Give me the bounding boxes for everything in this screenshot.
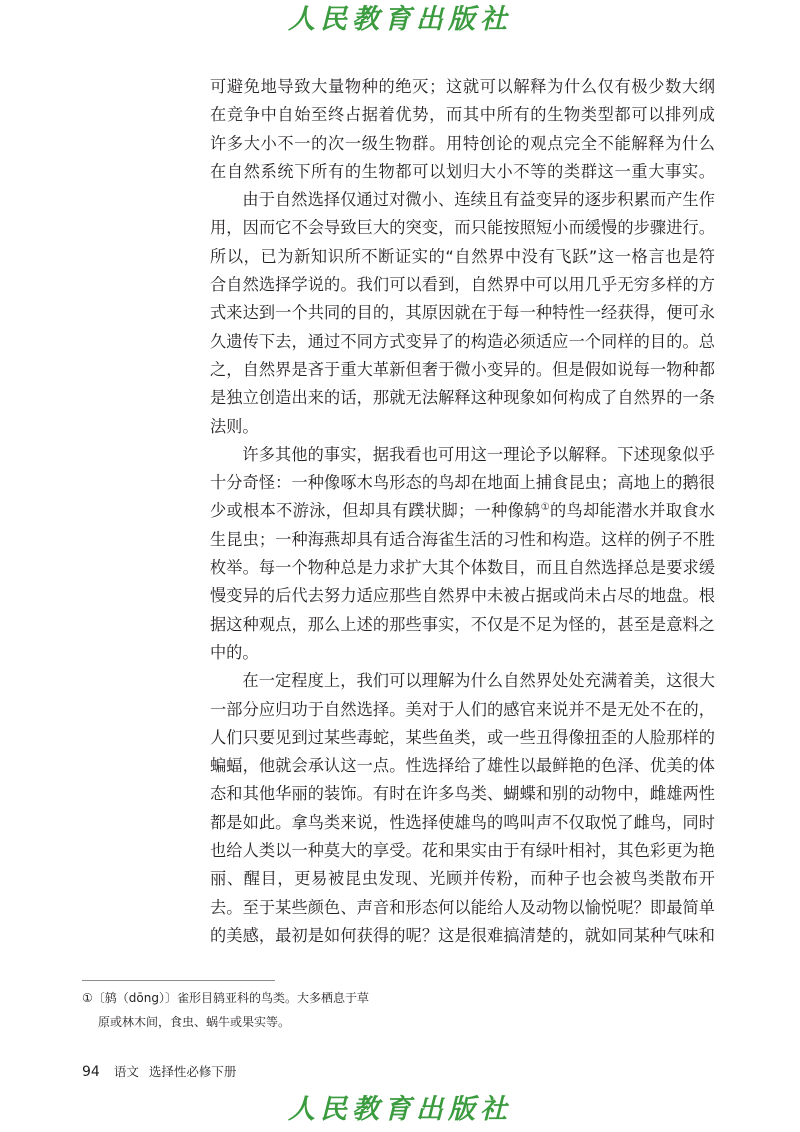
body-text	[210, 73, 715, 950]
body-line: 用，因而它不会导致巨大的突变，而只能按照短小而缓慢的步骤进行。	[210, 218, 715, 238]
body-line: 态和其他华丽的装饰。有时在许多鸟类、蝴蝶和别的动物中，雌雄两性	[210, 784, 715, 804]
page-footer	[82, 1063, 236, 1081]
body-line: 在竞争中自始至终占据着优势，而其中所有的生物类型都可以排列成	[210, 105, 715, 125]
header-publisher-logo: 人民教育出版社	[288, 4, 512, 35]
body-line: 可避免地导致大量物种的绝灭；这就可以解释为什么仅有极少数大纲	[210, 77, 715, 96]
body-line: 是独立创造出来的话，那就无法解释这种现象如何构成了自然界的一条	[210, 388, 715, 408]
paragraph	[210, 667, 715, 950]
body-line: 的美感，最初是如何获得的呢？这是很难搞清楚的，就如同某种气味和	[210, 925, 715, 945]
footnote-line: 原或林木间，食虫、蜗牛或果实等。	[98, 1015, 291, 1029]
body-line: 都是如此。拿鸟类来说，性选择使雄鸟的鸣叫声不仅取悦了雌鸟，同时	[210, 812, 715, 832]
body-line: 生昆虫；一种海燕却具有适合海雀生活的习性和构造。这样的例子不胜	[210, 529, 715, 549]
body-line: 中的。	[210, 642, 259, 662]
book-volume: 选择性必修下册	[148, 1064, 237, 1079]
body-line: 十分奇怪：一种像啄木鸟形态的鸟却在地面上捕食昆虫；高地上的鹅很	[210, 473, 715, 493]
body-line: 法则。	[210, 416, 259, 436]
body-line: 许多其他的事实，据我看也可用这一理论予以解释。下述现象似乎	[242, 444, 715, 464]
footnote-marker: ①	[540, 502, 550, 514]
page-number: 94	[82, 1064, 100, 1080]
footnote-divider	[82, 980, 275, 981]
body-line: 由于自然选择仅通过对微小、连续且有益变异的逐步积累而产生作	[242, 190, 715, 210]
paragraph	[210, 441, 715, 667]
body-line: 久遗传下去，通过不同方式变异了的构造必须适应一个同样的目的。总	[210, 331, 715, 351]
book-subject: 语文	[113, 1064, 139, 1079]
body-line	[210, 497, 715, 525]
body-line: 据这种观点，那么上述的那些事实，不仅是不足为怪的，甚至是意料之	[210, 614, 715, 634]
body-line: 许多大小不一的次一级生物群。用特创论的观点完全不能解释为什么	[210, 133, 715, 153]
body-line: 蝙蝠，他就会承认这一点。性选择给了雄性以最鲜艳的色泽、优美的体	[210, 756, 715, 776]
footnote-line: ①〔鸫（dōng）〕雀形目鸫亚科的鸟类。大多栖息于草	[82, 991, 369, 1005]
body-line: 丽、醒目，更易被昆虫发现、光顾并传粉，而种子也会被鸟类散布开	[210, 869, 715, 889]
body-line: 一部分应归功于自然选择。美对于人们的感官来说并不是无处不在的，	[210, 699, 715, 719]
footer-publisher-logo: 人民教育出版社	[288, 1094, 512, 1125]
body-line: 枚举。每一个物种总是力求扩大其个体数目，而且自然选择总是要求缓	[210, 558, 715, 578]
body-line: 式来达到一个共同的目的，其原因就在于每一种特性一经获得，便可永	[210, 303, 715, 323]
body-line: 去。至于某些颜色、声音和形态何以能给人及动物以愉悦呢？即最简单	[210, 897, 715, 917]
body-line-text: 的鸟却能潜水并取食水	[550, 501, 715, 521]
footnote	[82, 986, 402, 1034]
body-line: 也给人类以一种莫大的享受。花和果实由于有绿叶相衬，其色彩更为艳	[210, 841, 715, 861]
paragraph	[210, 73, 715, 186]
body-line: 所以，已为新知识所不断证实的“自然界中没有飞跃”这一格言也是符	[210, 246, 715, 266]
body-line-text: 少或根本不游泳，但却具有蹼状脚；一种像鸫	[210, 501, 541, 521]
body-line: 在一定程度上，我们可以理解为什么自然界处处充满着美，这很大	[242, 671, 715, 691]
body-line: 合自然选择学说的。我们可以看到，自然界中可以用几乎无穷多样的方	[210, 275, 715, 295]
body-line: 慢变异的后代去努力适应那些自然界中未被占据或尚未占尽的地盘。根	[210, 586, 715, 606]
body-line: 在自然系统下所有的生物都可以划归大小不等的类群这一重大事实。	[210, 161, 715, 181]
body-line: 人们只要见到过某些毒蛇，某些鱼类，或一些丑得像扭歪的人脸那样的	[210, 727, 715, 747]
paragraph	[210, 186, 715, 441]
body-line: 之，自然界是吝于重大革新但奢于微小变异的。但是假如说每一物种都	[210, 359, 715, 379]
